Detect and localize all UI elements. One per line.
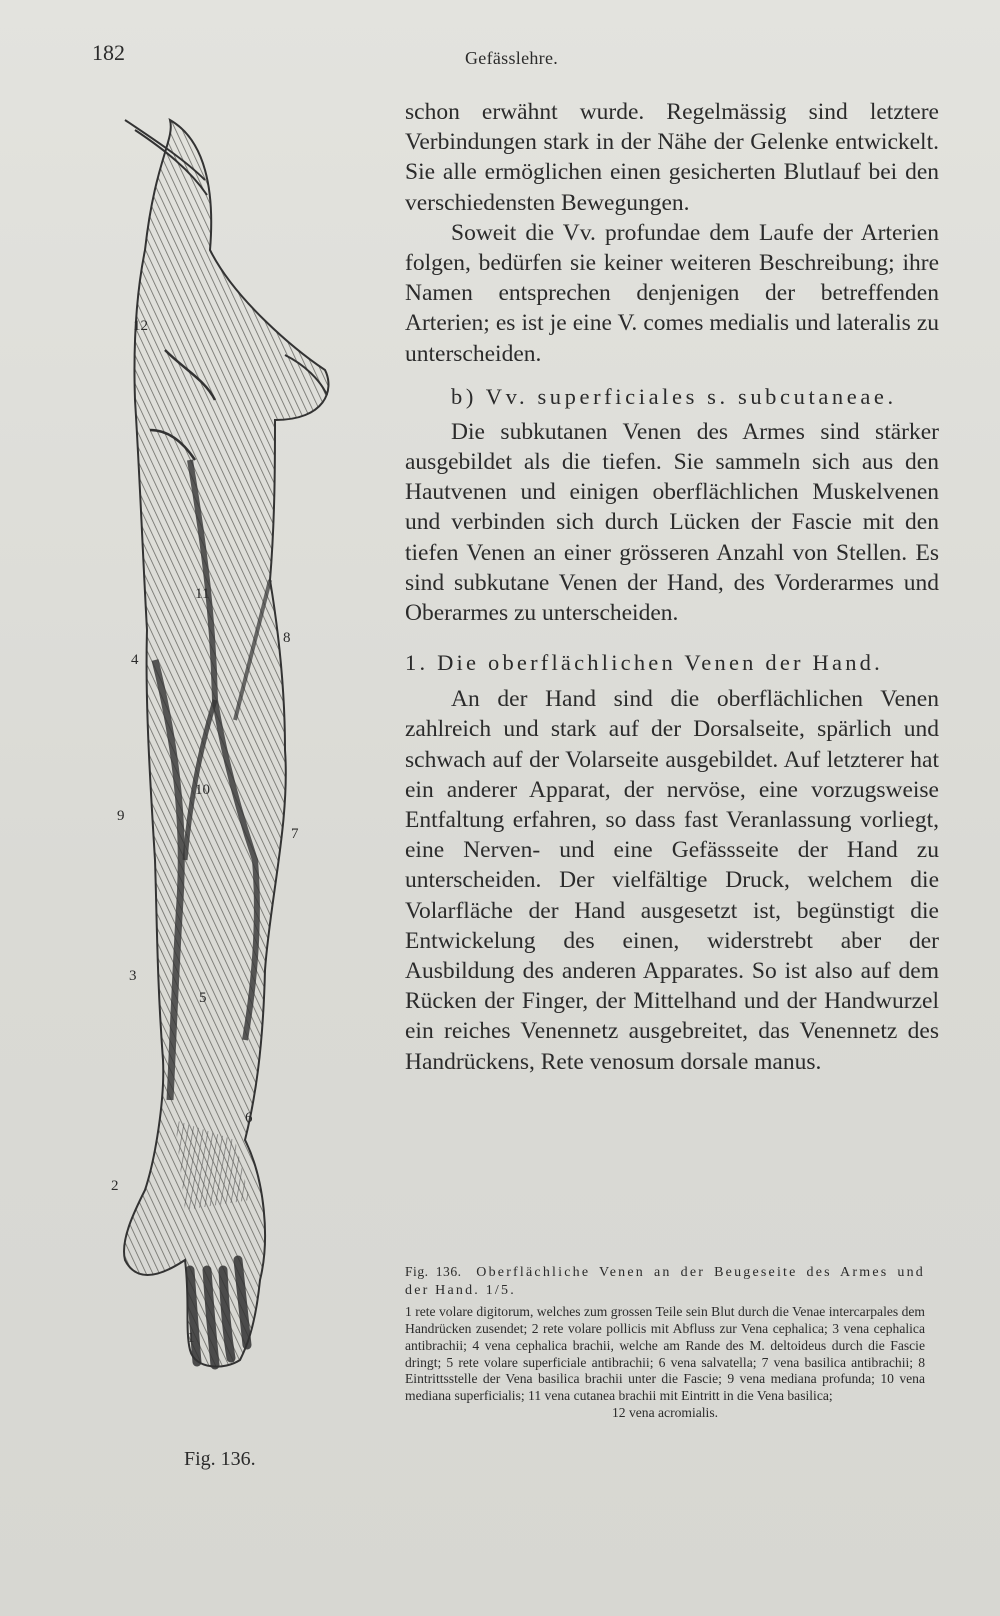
section-heading: b) Vv. superficiales s. subcutaneae. — [451, 383, 897, 409]
callout-4: 4 — [131, 652, 139, 668]
page-number: 182 — [92, 40, 125, 65]
arm-veins-illustration — [95, 100, 365, 1460]
subsection-heading: 1. Die oberflächlichen Venen der Hand. — [405, 650, 883, 676]
arm-engraving — [95, 100, 365, 1460]
callout-9: 9 — [117, 808, 125, 824]
paragraph: schon erwähnt wurde. Regelmässig sind letztere Verbindungen stark in der Nähe der Gelenke entwickelt. Sie alle ermöglichen einen gesicherten Blutlauf bei den verschiedensten Bewegungen. — [405, 99, 939, 216]
callout-5: 5 — [199, 990, 207, 1006]
paragraph: An der Hand sind die oberflächlichen Venen zahlreich und stark auf der Dorsalseite, spärlich und schwach auf der Volarseite ausgebildet. Auf letzterer hat ein anderer Apparat, der nervöse, eine vorzugsweise Entfaltung erfahren, so dass fast Veranlassung vorliegt, eine Nerven- und eine Gefässseite der Hand zu unterscheiden. Der vielfältige Druck, welchem die Volarfläche der Hand ausgesetzt ist, begünstigt die Entwickelung des einen, widerstrebt aber der Ausbildung des anderen Apparates. So ist also auf dem Rücken der Finger, der Mittelhand und der Handwurzel ein reiches Venennetz ausgebreitet, das Venennetz des Handrückens, Rete venosum dorsale manus. — [405, 686, 939, 1075]
caption-legend: 1 rete volare digitorum, welches zum grossen Teile sein Blut durch die Venae intercarpales dem Handrücken zusendet; 2 rete volare pollicis mit Abfluss zur Vena cephalica; 3 vena cephalica antibrachii; 4 vena cephalica brachii, welche am Rande des M. deltoideus durch die Fascie dringt; 5 rete volare superficiale antibrachii; 6 vena salvatella; 7 vena basilica antibrachii; 8 Eintrittsstelle der Vena basilica brachii unter die Fascie; 9 vena mediana profunda; 10 vena mediana superficialis; 11 vena cutanea brachii mit Eintritt in die Vena basilica; — [405, 1303, 925, 1404]
paragraph: Die subkutanen Venen des Armes sind stärker ausgebildet als die tiefen. Sie sammeln sich aus den Hautvenen und einigen oberflächlichen Muskelvenen und verbinden sich durch Lücken der Fascie mit den tiefen Venen an einer grösseren Anzahl von Stellen. Es sind subkutane Venen der Hand, des Vorderarmes und Oberarmes zu unterscheiden. — [405, 418, 939, 627]
running-head: Gefässlehre. — [465, 48, 559, 68]
text-column — [405, 97, 939, 1077]
callout-10: 10 — [195, 782, 210, 798]
callout-3: 3 — [129, 968, 137, 984]
callout-2: 2 — [111, 1178, 119, 1194]
callout-6: 6 — [245, 1110, 253, 1126]
callout-1: 1 — [187, 1330, 195, 1346]
paragraph: Soweit die Vv. profundae dem Laufe der Arterien folgen, bedürfen sie keiner weiteren Beschreibung; ihre Namen entsprechen denjenigen der betreffenden Arterien; es ist je eine V. comes medialis und lateralis zu unterscheiden. — [405, 219, 939, 367]
callout-8: 8 — [283, 630, 291, 646]
figure-label: Fig. 136. — [184, 1448, 256, 1470]
callout-7: 7 — [291, 826, 299, 842]
caption-title: Oberflächliche Venen an der Beugeseite des Armes und der Hand. 1/5. — [405, 1265, 925, 1298]
callout-11: 11 — [195, 586, 210, 602]
caption-fig-number: Fig. 136. — [405, 1264, 462, 1279]
caption-legend-end: 12 vena acromialis. — [611, 1405, 719, 1421]
callout-12: 12 — [133, 318, 148, 334]
figure-caption — [405, 1264, 925, 1422]
